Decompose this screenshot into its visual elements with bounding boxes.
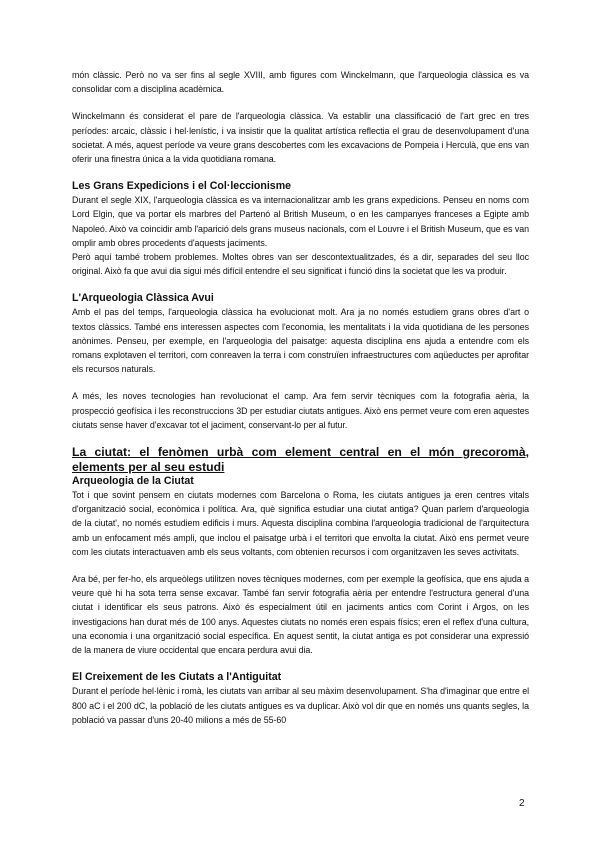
chapter-heading: La ciutat: el fenòmen urbà com element central en el món grecoromà, elements per al seu estudi: [72, 445, 529, 474]
section-heading: L'Arqueologia Clàssica Avui: [72, 292, 214, 305]
paragraph: Durant el període hel·lènic i romà, les ciutats van arribar al seu màxim desenvolupament. S'ha d'imaginar que entre el 800 aC i el 200 dC, la població de les ciutats antigues es va duplicar. Això vol dir que en només uns quants segles, la població va passar d'uns 20-40 milions a més de 55-60: [72, 686, 529, 725]
paragraph: Amb el pas del temps, l'arqueologia clàssica ha evolucionat molt. Ara ja no només estudiem grans obres d'art o textos clàssics. També ens interessen aspectes com l'economia, les mentalitats i la vida quotidiana de les persones anònimes. Penseu, per exemple, en l'arqueologia del paisatge: aquesta disciplina ens ajuda a entendre com els romans explotaven el territori, com conreaven la terra i com construïen infraestructures com aqüeductes per aprofitar els recursos naturals.: [72, 307, 529, 375]
paragraph: món clàssic. Però no va ser fins al segle XVIII, amb figures com Winckelmann, que l'arqueologia clàssica es va consolidar com a disciplina acadèmica.: [72, 70, 529, 95]
section-heading: El Creixement de les Ciutats a l'Antiguitat: [72, 671, 282, 684]
page-content: [72, 68, 529, 727]
paragraph: Ara bé, per fer-ho, els arqueòlegs utilitzen noves tècniques modernes, com per exemple la geofísica, que ens ajuda a veure què hi ha sota terra sense excavar. També fan servir fotografia aèria per entendre l'estructura general d'una ciutat i identificar els seus patrons. Això és especialment útil en jaciments antics com Corint i Argos, on les investigacions han durat més de 100 anys. Aquestes ciutats no només eren espais físics; eren el reflex d'una cultura, una economia i una organització social específica. En aquest sentit, la ciutat antiga es pot considerar una expressió de la manera de viure occidental que encara perdura avui dia.: [72, 574, 529, 656]
paragraph: Winckelmann és considerat el pare de l'arqueologia clàssica. Va establir una classificació de l'art grec en tres períodes: arcaic, clàssic i hel·lenístic, i va insistir que la qualitat artística reflectia el grau de desenvolupament d'una societat. A més, aquest període va veure grans descobertes com les excavacions de Pompeia i Herculà, que ens van oferir una finestra única a la vida quotidiana romana.: [72, 111, 529, 165]
paragraph: Però aquí també trobem problemes. Moltes obres van ser descontextualitzades, és a dir, separades del seu lloc original. Això fa que avui dia sigui més difícil entendre el seu significat i funció dins la societat que les va produir.: [72, 252, 529, 277]
paragraph: Tot i que sovint pensem en ciutats modernes com Barcelona o Roma, les ciutats antigues ja eren centres vitals d'organització social, econòmica i política. Ara, què significa estudiar una ciutat antiga? Quan parlem d'arqueologia de la ciutat', no només estudiem edificis i murs. Aquesta disciplina combina l'arqueologia tradicional de l'arquitectura amb un enfocament més ampli, que inclou el paisatge urbà i el territori que envolta la ciutat. Això ens permet veure com les ciutats interactuaven amb els seus voltants, com obtenien recursos i com organitzaven les seves activitats.: [72, 490, 529, 557]
paragraph: Durant el segle XIX, l'arqueologia clàssica es va internacionalitzar amb les grans expedicions. Penseu en noms com Lord Elgin, que va portar els marbres del Partenó al British Museum, o en les campanyes franceses a Egipte amb Napoleó. Això va coincidir amb l'aparició dels grans museus nacionals, com el Louvre i el British Museum, que es van omplir amb obres procedents d'aquests jaciments.: [72, 195, 529, 248]
section-heading: Arqueologia de la Ciutat: [72, 475, 194, 488]
section-heading: Les Grans Expedicions i el Col·leccionisme: [72, 180, 292, 193]
page-number: 2: [519, 798, 525, 809]
paragraph: A més, les noves tecnologies han revolucionat el camp. Ara fem servir tècniques com la fotografia aèria, la prospecció geofísica i les reconstruccions 3D per estudiar ciutats antigues. Això ens permet veure com eren aquestes ciutats sense haver d'excavar tot el jaciment, conservant-lo per al futur.: [72, 391, 529, 430]
